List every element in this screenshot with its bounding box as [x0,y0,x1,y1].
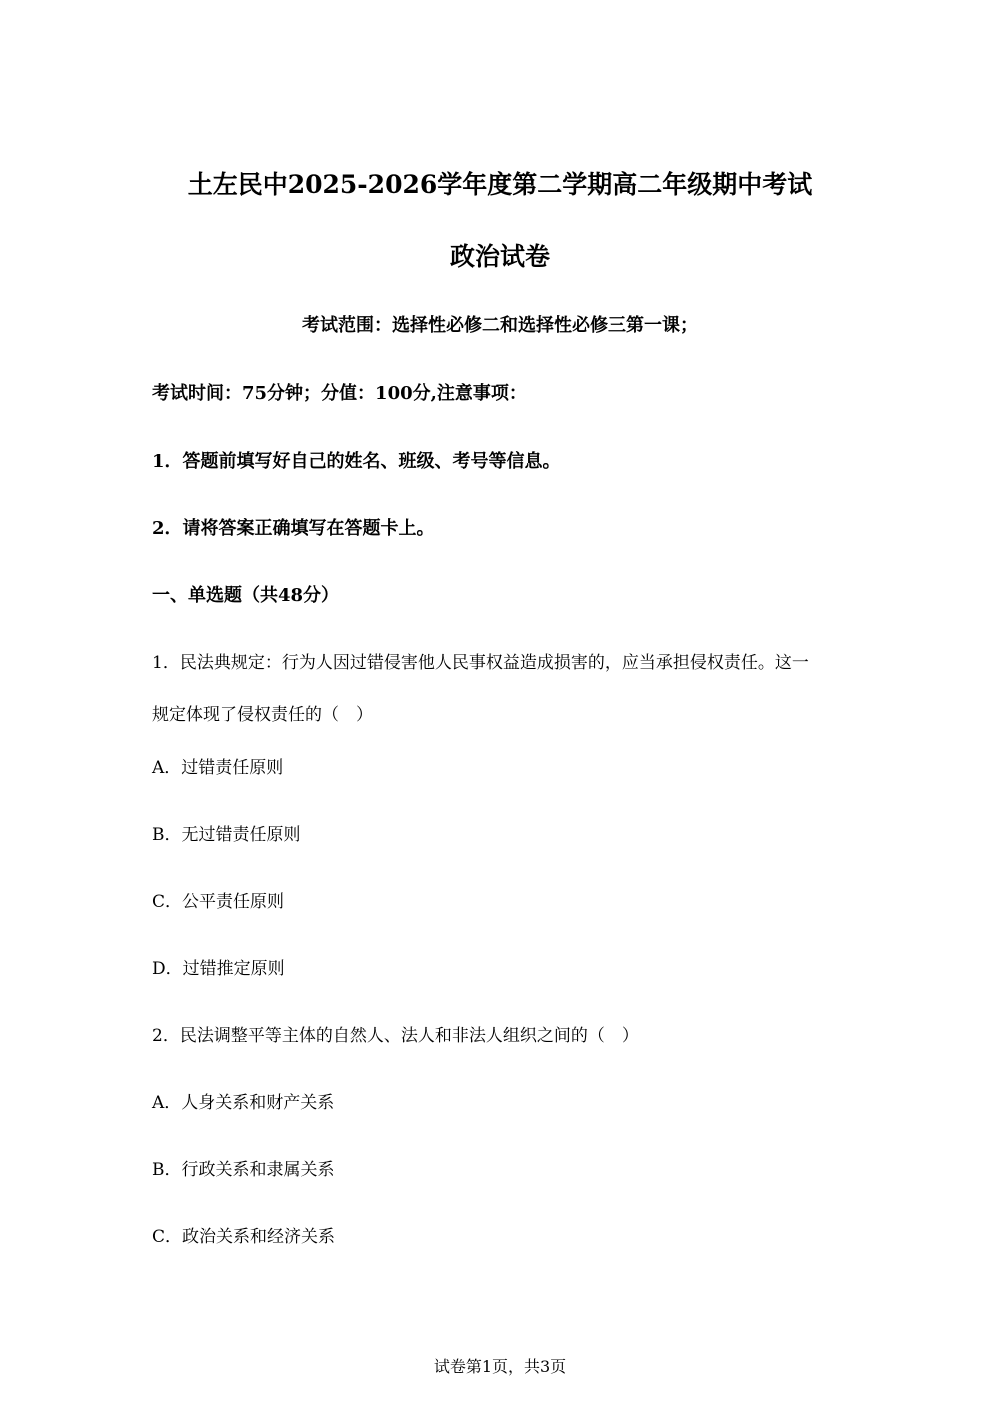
exam-scope: 考试范围：选择性必修二和选择性必修三第一课； [302,315,698,336]
exam-title-line2: 政治试卷 [449,242,550,271]
page-footer: 试卷第1页，共3页 [433,1357,567,1376]
answer-option: C．公平责任原则 [152,892,285,912]
question-stem: 规定体现了侵权责任的（ ） [152,705,373,725]
note-item: 2．请将答案正确填写在答题卡上。 [152,518,435,539]
answer-option: C．政治关系和经济关系 [152,1227,336,1247]
exam-title-line1: 土左民中2025-2026学年度第二学期高二年级期中考试 [187,170,813,199]
answer-option: A．人身关系和财产关系 [152,1093,335,1113]
answer-option: D．过错推定原则 [152,959,285,979]
exam-time-score: 考试时间：75分钟；分值：100分,注意事项： [152,383,527,404]
section-title: 一、单选题（共48分） [152,585,340,606]
question-stem: 2．民法调整平等主体的自然人、法人和非法人组织之间的（ ） [152,1026,639,1046]
note-item: 1．答题前填写好自己的姓名、班级、考号等信息。 [152,451,561,472]
answer-option: A．过错责任原则 [152,758,284,778]
answer-option: B．行政关系和隶属关系 [152,1160,335,1180]
question-stem: 1．民法典规定：行为人因过错侵害他人民事权益造成损害的，应当承担侵权责任。这一 [152,653,809,673]
answer-option: B．无过错责任原则 [152,825,301,845]
